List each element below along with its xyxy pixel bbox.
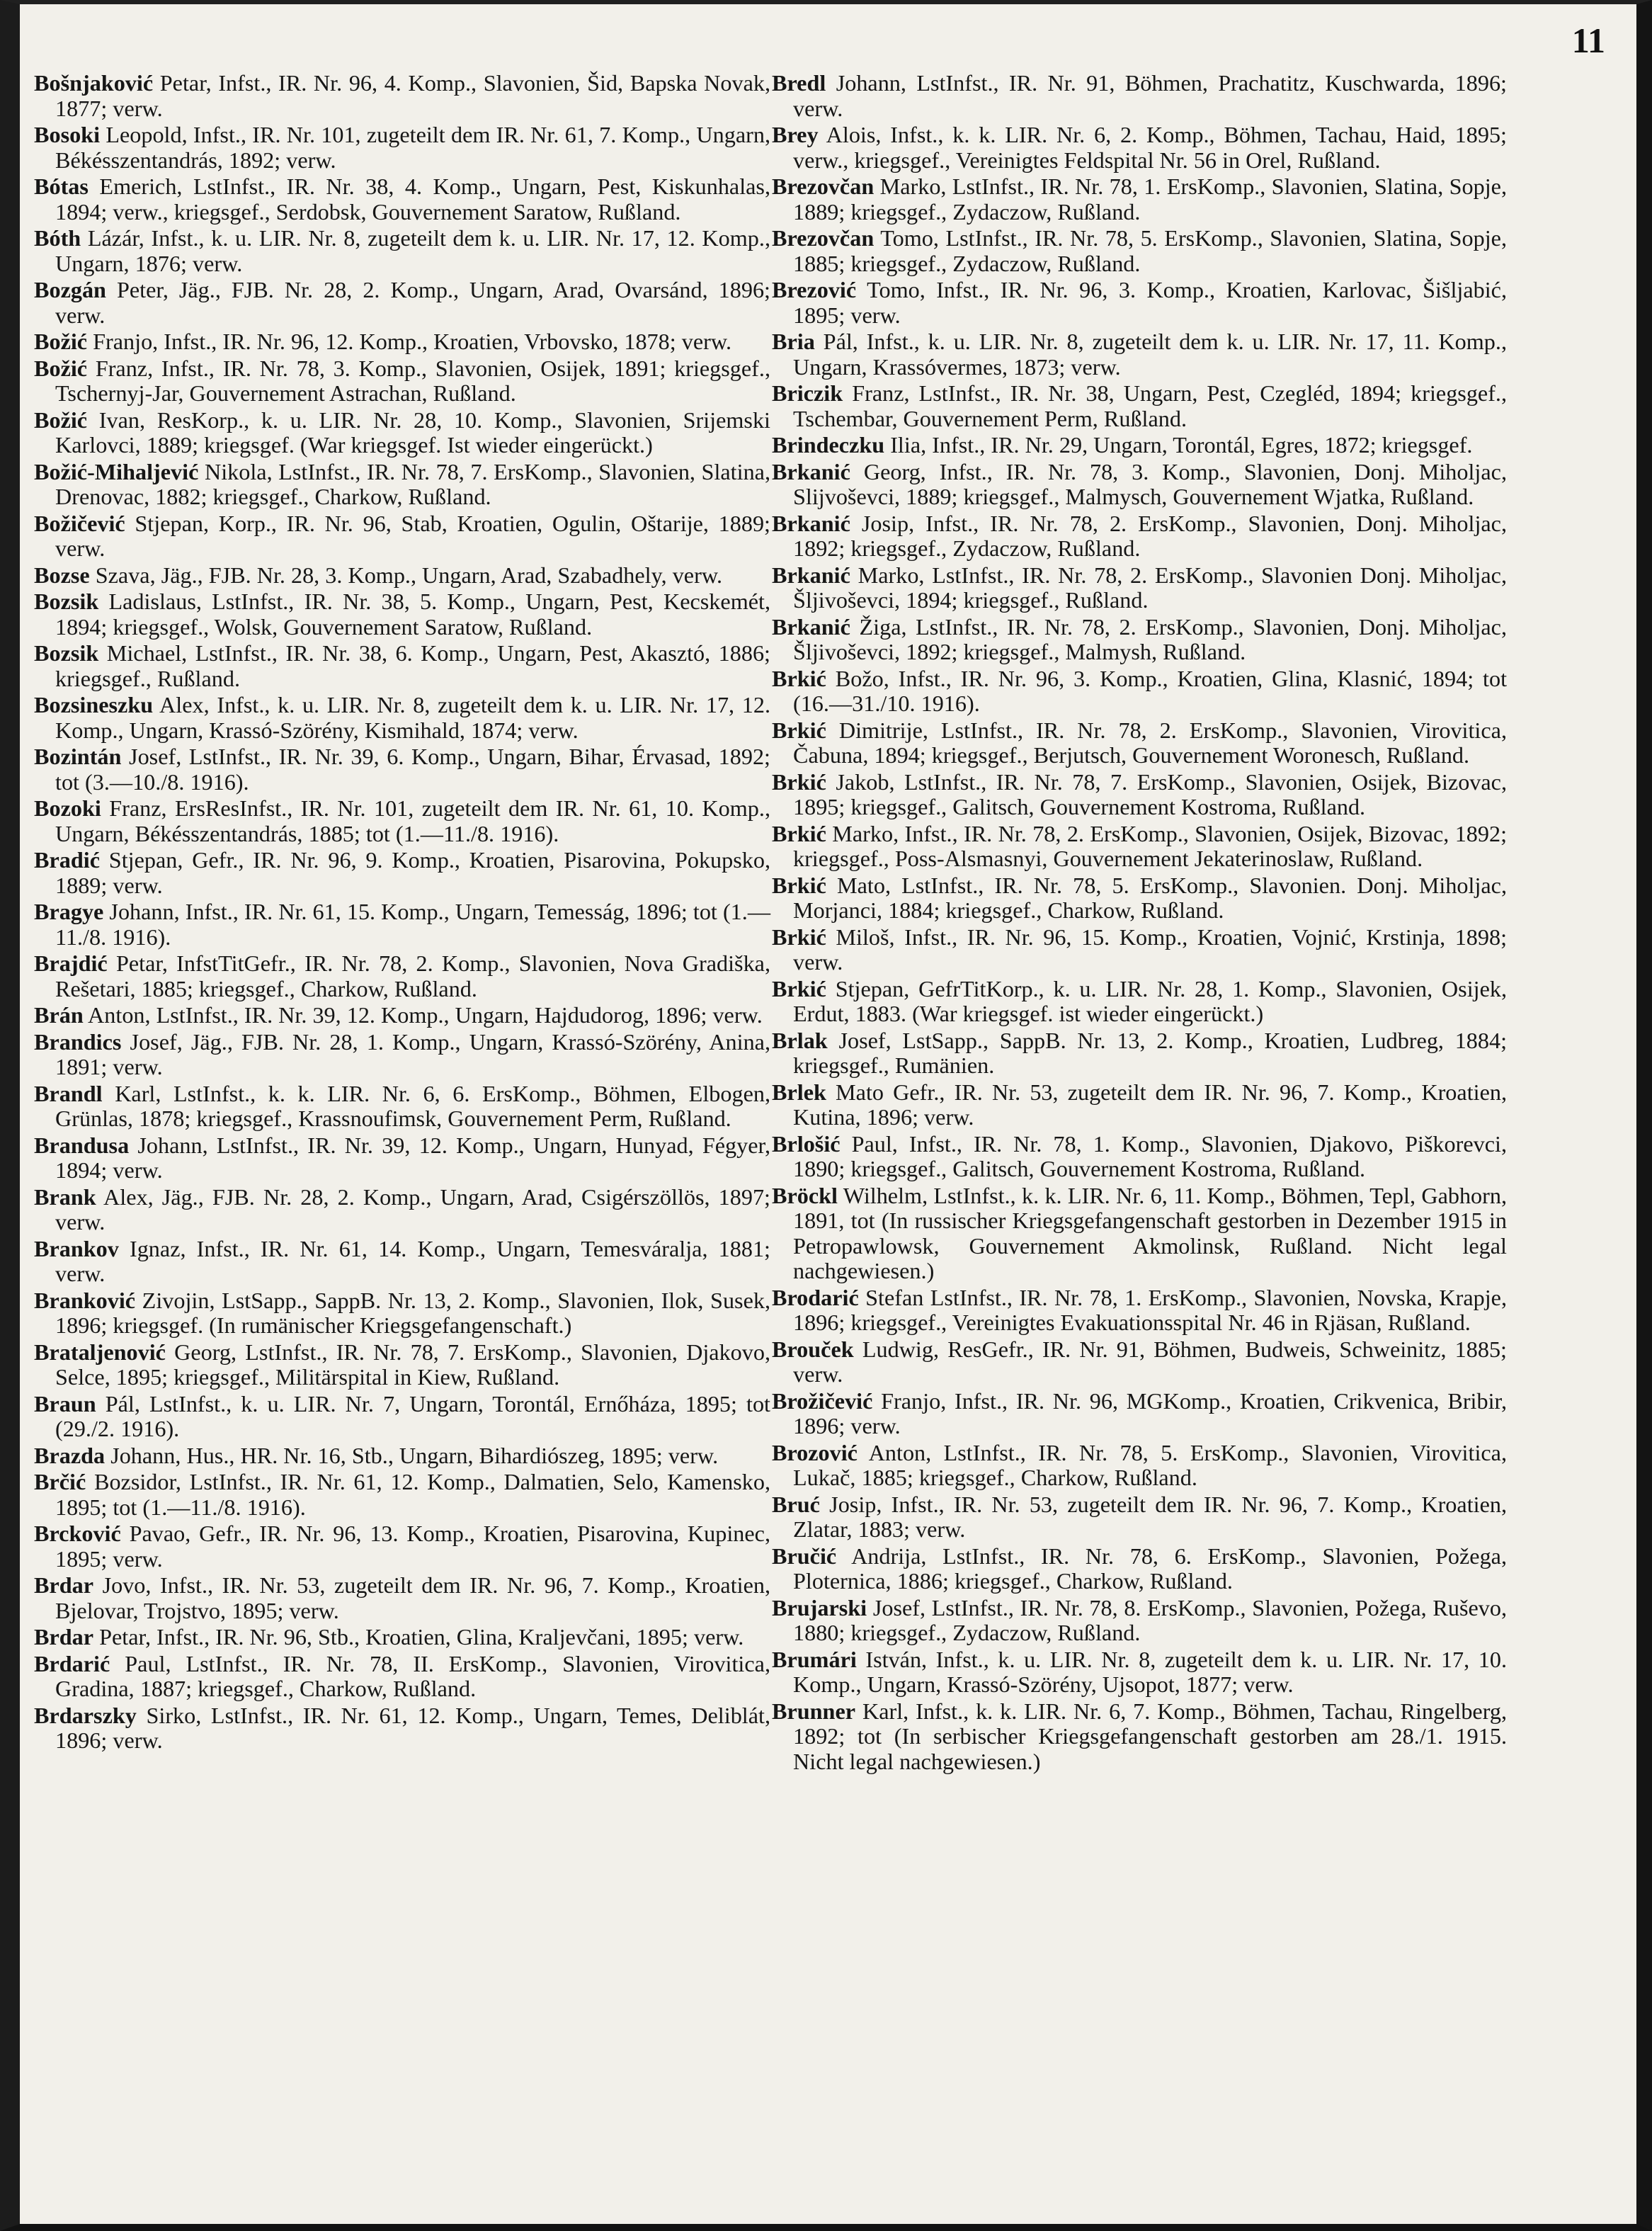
entry-surname: Brdarić	[34, 1650, 110, 1676]
entry-surname: Bozgán	[34, 277, 106, 302]
entry-details: Pavao, Gefr., IR. Nr. 96, 13. Komp., Kroatien, Pisarovina, Kupinec, 1895; verw.	[55, 1521, 771, 1572]
entry-details: Josip, Infst., IR. Nr. 53, zugeteilt dem IR. Nr. 96, 7. Komp., Kroatien, Zlatar, 1883; verw.	[793, 1491, 1508, 1542]
register-entry	[34, 329, 770, 355]
register-entry	[772, 770, 1507, 820]
entry-surname: Braun	[34, 1390, 96, 1417]
entry-surname: Bozsineszku	[34, 692, 154, 717]
entry-surname: Bručić	[772, 1543, 837, 1569]
entry-details: Franz, ErsResInfst., IR. Nr. 101, zugeteilt dem IR. Nr. 61, 10. Komp., Ungarn, Békésszentandrás, 1885; tot (1.—11./8. 1916).	[55, 795, 770, 846]
entry-surname: Brandusa	[34, 1132, 130, 1158]
entry-surname: Bótas	[34, 174, 89, 199]
register-entry	[34, 951, 770, 1001]
entry-details: Petar, Infst., IR. Nr. 96, Stb., Kroatien, Glina, Kraljevčani, 1895; verw.	[99, 1624, 744, 1650]
entry-surname: Brlek	[772, 1079, 826, 1105]
entry-details: Stefan LstInfst., IR. Nr. 78, 1. ErsKomp., Slavonien, Novska, Krapje, 1896; kriegsgef., Vereinigtes Evakuationsspital Nr. 46 in Rjäsan, Rußland.	[793, 1284, 1507, 1335]
entry-details: Peter, Jäg., FJB. Nr. 28, 2. Komp., Ungarn, Arad, Ovarsánd, 1896; verw.	[55, 277, 770, 328]
entry-surname: Brkanić	[772, 562, 850, 588]
register-entry	[772, 1492, 1507, 1543]
entry-details: Pál, Infst., k. u. LIR. Nr. 8, zugeteilt dem k. u. LIR. Nr. 17, 11. Komp., Ungarn, Krassóvermes, 1873; verw.	[793, 329, 1507, 380]
entry-details: Ladislaus, LstInfst., IR. Nr. 38, 5. Komp., Ungarn, Pest, Kecskemét, 1894; kriegsgef., Wolsk, Gouvernement Saratow, Rußland.	[55, 589, 771, 640]
entry-details: Ivan, ResKorp., k. u. LIR. Nr. 28, 10. Komp., Slavonien, Srijemski Karlovci, 1889; kriegsgef. (War kriegsgef. Ist wieder eingerückt.)	[55, 407, 770, 458]
register-entry	[34, 641, 770, 691]
entry-surname: Brán	[34, 1002, 84, 1028]
entry-surname: Brindeczku	[772, 432, 885, 458]
register-entry	[34, 693, 770, 743]
register-entry	[772, 822, 1507, 872]
entry-surname: Bragye	[34, 899, 104, 924]
register-entry	[34, 1082, 770, 1132]
register-entry	[772, 615, 1507, 665]
entry-surname: Bozoki	[34, 795, 101, 821]
entry-details: Marko, LstInfst., IR. Nr. 78, 1. ErsKomp., Slavonien, Slatina, Sopje, 1889; kriegsgef., Zydaczow, Rußland.	[793, 174, 1508, 225]
register-entry	[772, 1647, 1507, 1698]
entry-surname: Bóth	[34, 225, 81, 251]
register-entry	[772, 718, 1507, 768]
entry-details: Mato Gefr., IR. Nr. 53, zugeteilt dem IR. Nr. 96, 7. Komp., Kroatien, Kutina, 1896; verw.	[793, 1079, 1508, 1130]
entry-surname: Božičević	[34, 510, 125, 536]
register-entry	[772, 226, 1507, 276]
entry-details: Karl, Infst., k. k. LIR. Nr. 6, 7. Komp., Böhmen, Tachau, Ringelberg, 1892; tot (In serbischer Kriegsgefangenschaft gestorben am 28./1. 1915. Nicht legal nachgewiesen.)	[793, 1698, 1507, 1774]
register-entry	[34, 226, 770, 276]
entry-surname: Brkić	[772, 665, 826, 691]
entry-surname: Bozse	[34, 562, 90, 588]
entry-details: Michael, LstInfst., IR. Nr. 38, 6. Komp., Ungarn, Pest, Akasztó, 1886; kriegsgef., Rußland.	[55, 640, 770, 691]
entry-details: Anton, LstInfst., IR. Nr. 39, 12. Komp., Ungarn, Hajdudorog, 1896; verw.	[88, 1002, 763, 1028]
register-entry	[34, 1003, 770, 1028]
register-entry	[34, 1392, 770, 1442]
register-entry	[34, 174, 770, 225]
entry-details: Paul, LstInfst., IR. Nr. 78, II. ErsKomp., Slavonien, Virovitica, Gradina, 1887; kriegsgef., Charkow, Rußland.	[55, 1650, 770, 1701]
register-entry	[772, 1028, 1507, 1079]
register-entry	[34, 563, 770, 589]
entry-details: Žiga, LstInfst., IR. Nr. 78, 2. ErsKomp., Slavonien, Donj. Miholjac, Šljivoševci, 1892; kriegsgef., Malmysh, Rußland.	[793, 613, 1507, 664]
entry-surname: Brandl	[34, 1080, 103, 1106]
entry-details: Jakob, LstInfst., IR. Nr. 78, 7. ErsKomp., Slavonien, Osijek, Bizovac, 1895; kriegsgef., Galitsch, Gouvernement Kostroma, Rußland.	[793, 768, 1508, 819]
register-entry	[772, 1080, 1507, 1130]
entry-details: Emerich, LstInfst., IR. Nr. 38, 4. Komp., Ungarn, Pest, Kiskunhalas, 1894; verw., kriegsgef., Serdobsk, Gouvernement Saratow, Rußland.	[55, 174, 770, 225]
page-number: 11	[1571, 21, 1605, 60]
entry-details: Szava, Jäg., FJB. Nr. 28, 3. Komp., Ungarn, Arad, Szabadhely, verw.	[95, 562, 723, 588]
entry-surname: Brožičević	[772, 1387, 873, 1414]
entry-details: Miloš, Infst., IR. Nr. 96, 15. Komp., Kroatien, Vojnić, Krstinja, 1898; verw.	[793, 924, 1508, 975]
entry-surname: Brkić	[772, 717, 826, 743]
register-entry	[34, 899, 770, 950]
entry-surname: Bröckl	[772, 1182, 838, 1208]
entry-surname: Bria	[772, 329, 815, 354]
entry-details: Stjepan, GefrTitKorp., k. u. LIR. Nr. 28, 1. Komp., Slavonien, Osijek, Erdut, 1883. (War kriegsgef. ist wieder eingerückt.)	[793, 975, 1508, 1026]
entry-details: Franz, LstInfst., IR. Nr. 38, Ungarn, Pest, Czegléd, 1894; kriegsgef., Tschembar, Gouvernement Perm, Rußland.	[793, 380, 1508, 431]
register-entry	[34, 408, 770, 458]
entry-surname: Brazda	[34, 1442, 106, 1468]
right-column	[772, 71, 1507, 1776]
register-entry	[772, 1389, 1507, 1439]
entry-details: Josef, LstInfst., IR. Nr. 78, 8. ErsKomp., Slavonien, Požega, Ruševo, 1880; kriegsgef., Zydaczow, Rußland.	[793, 1594, 1508, 1645]
register-entry	[772, 174, 1507, 225]
entry-details: Johann, Infst., IR. Nr. 61, 15. Komp., Ungarn, Temesság, 1896; tot (1.—11./8. 1916).	[55, 899, 771, 950]
entry-details: Georg, Infst., IR. Nr. 78, 3. Komp., Slavonien, Donj. Miholjac, Slijvoševci, 1889; kriegsgef., Malmysch, Gouvernement Wjatka, Rußland.	[793, 458, 1507, 509]
entry-details: Stjepan, Gefr., IR. Nr. 96, 9. Komp., Kroatien, Pisarovina, Pokupsko, 1889; verw.	[55, 847, 770, 898]
entry-surname: Brkić	[772, 768, 826, 795]
register-entry	[772, 381, 1507, 431]
entry-surname: Brezović	[772, 277, 857, 302]
register-entry	[34, 1652, 770, 1702]
entry-details: Alex, Infst., k. u. LIR. Nr. 8, zugeteilt dem k. u. LIR. Nr. 17, 12. Komp., Ungarn, Krassó-Szörény, Kismihald, 1874; verw.	[55, 692, 771, 743]
register-entry	[772, 71, 1507, 121]
entry-details: Paul, Infst., IR. Nr. 78, 1. Komp., Slavonien, Djakovo, Piškorevci, 1890; kriegsgef., Galitsch, Gouvernement Kostroma, Rußland.	[793, 1130, 1507, 1181]
register-entry	[34, 1133, 770, 1183]
register-entry	[34, 589, 770, 640]
register-entry	[34, 1340, 770, 1390]
entry-details: Alex, Jäg., FJB. Nr. 28, 2. Komp., Ungarn, Arad, Csigérszöllös, 1897; verw.	[55, 1183, 770, 1234]
register-entry	[772, 1183, 1507, 1284]
entry-details: Petar, InfstTitGefr., IR. Nr. 78, 2. Komp., Slavonien, Nova Gradiška, Rešetari, 1885; kriegsgef., Charkow, Rußland.	[55, 950, 770, 1001]
entry-surname: Brdar	[34, 1572, 94, 1598]
entry-details: Lázár, Infst., k. u. LIR. Nr. 8, zugeteilt dem k. u. LIR. Nr. 17, 12. Komp., Ungarn, 1876; verw.	[55, 225, 770, 276]
entry-details: Johann, LstInfst., IR. Nr. 39, 12. Komp., Ungarn, Hunyad, Fégyer, 1894; verw.	[55, 1132, 770, 1183]
entry-surname: Brezovčan	[772, 225, 875, 251]
entry-details: Ludwig, ResGefr., IR. Nr. 91, Böhmen, Budweis, Schweinitz, 1885; verw.	[793, 1336, 1507, 1387]
register-entry	[34, 1521, 770, 1572]
register-entry	[34, 356, 770, 407]
register-entry	[772, 977, 1507, 1027]
entry-details: Petar, Infst., IR. Nr. 96, 4. Komp., Slavonien, Šid, Bapska Novak, 1877; verw.	[55, 70, 771, 121]
register-entry	[34, 1625, 770, 1650]
entry-details: Josip, Infst., IR. Nr. 78, 2. ErsKomp., Slavonien, Donj. Miholjac, 1892; kriegsgef., Zydaczow, Rußland.	[793, 510, 1508, 561]
register-entry	[34, 71, 770, 121]
register-entry	[772, 1337, 1507, 1387]
register-entry	[34, 1185, 770, 1235]
register-entry	[34, 511, 770, 562]
entry-details: Tomo, Infst., IR. Nr. 96, 3. Komp., Kroatien, Karlovac, Šišljabić, 1895; verw.	[793, 277, 1507, 328]
entry-surname: Bredl	[772, 70, 826, 96]
entry-surname: Brouček	[772, 1336, 854, 1362]
entry-surname: Branković	[34, 1287, 136, 1313]
entry-surname: Brkanić	[772, 613, 850, 640]
entry-surname: Brkić	[772, 820, 826, 846]
entry-details: Pál, LstInfst., k. u. LIR. Nr. 7, Ungarn, Torontál, Ernőháza, 1895; tot (29./2. 1916).	[55, 1390, 770, 1441]
entry-surname: Brank	[34, 1183, 96, 1210]
entry-details: Nikola, LstInfst., IR. Nr. 78, 7. ErsKomp., Slavonien, Slatina, Drenovac, 1882; kriegsgef., Charkow, Rußland.	[55, 458, 770, 509]
register-entry	[772, 1285, 1507, 1336]
register-entry	[772, 1544, 1507, 1594]
register-entry	[772, 1441, 1507, 1491]
entry-details: Alois, Infst., k. k. LIR. Nr. 6, 2. Komp., Böhmen, Tachau, Haid, 1895; verw., kriegsgef., Vereinigtes Feldspital Nr. 56 in Orel, Rußland.	[793, 122, 1507, 173]
register-entry	[772, 563, 1507, 613]
entry-surname: Brajdić	[34, 950, 108, 976]
register-entry	[772, 460, 1507, 510]
register-entry	[34, 1288, 770, 1339]
entry-details: Zivojin, LstSapp., SappB. Nr. 13, 2. Komp., Slavonien, Ilok, Susek, 1896; kriegsgef. (In rumänischer Kriegsgefangenschaft.)	[55, 1287, 771, 1338]
entry-details: Franjo, Infst., IR. Nr. 96, 12. Komp., Kroatien, Vrbovsko, 1878; verw.	[93, 329, 732, 354]
entry-details: Josef, LstInfst., IR. Nr. 39, 6. Komp., Ungarn, Bihar, Érvasad, 1892; tot (3.—10./8. 1916).	[55, 744, 770, 795]
register-entry	[772, 666, 1507, 717]
register-entry	[772, 123, 1507, 173]
entry-details: Marko, Infst., IR. Nr. 78, 2. ErsKomp., Slavonien, Osijek, Bizovac, 1892; kriegsgef., Poss-Alsmasnyi, Gouvernement Jekaterinoslaw, Rußland.	[793, 820, 1508, 871]
entry-surname: Brunner	[772, 1698, 856, 1724]
entry-details: Dimitrije, LstInfst., IR. Nr. 78, 2. ErsKomp., Slavonien, Virovitica, Čabuna, 1894; kriegsgef., Berjutsch, Gouvernement Woronesch, Rußland.	[793, 717, 1507, 768]
register-entry	[772, 925, 1507, 975]
register-entry	[772, 1132, 1507, 1182]
entry-details: Franz, Infst., IR. Nr. 78, 3. Komp., Slavonien, Osijek, 1891; kriegsgef., Tschernyj-Jar, Gouvernement Astrachan, Rußland.	[55, 355, 770, 406]
register-entry	[34, 123, 770, 173]
entry-surname: Brcković	[34, 1521, 121, 1546]
entry-details: Josef, LstSapp., SappB. Nr. 13, 2. Komp., Kroatien, Ludbreg, 1884; kriegsgef., Rumänien.	[793, 1027, 1508, 1078]
register-entry	[34, 1703, 770, 1754]
entry-details: Ilia, Infst., IR. Nr. 29, Ungarn, Torontál, Egres, 1872; kriegsgef.	[890, 432, 1473, 458]
entry-details: Marko, LstInfst., IR. Nr. 78, 2. ErsKomp., Slavonien Donj. Miholjac, Šljivoševci, 1894; kriegsgef., Rußland.	[793, 562, 1507, 613]
register-entry	[772, 1596, 1507, 1646]
entry-surname: Brkić	[772, 872, 826, 898]
register-entry	[34, 1573, 770, 1623]
entry-surname: Brdar	[34, 1624, 94, 1650]
entry-surname: Brlošić	[772, 1130, 841, 1157]
entry-details: Karl, LstInfst., k. k. LIR. Nr. 6, 6. ErsKomp., Böhmen, Elbogen, Grünlas, 1878; kriegsgef., Krassnoufimsk, Gouvernement Perm, Rußland.	[55, 1080, 770, 1131]
entry-details: István, Infst., k. u. LIR. Nr. 8, zugeteilt dem k. u. LIR. Nr. 17, 10. Komp., Ungarn, Krassó-Szörény, Ujsopot, 1877; verw.	[793, 1646, 1508, 1697]
entry-surname: Brlak	[772, 1027, 828, 1053]
register-entry	[772, 1699, 1507, 1775]
entry-surname: Bozsik	[34, 640, 99, 666]
entry-surname: Brčić	[34, 1469, 86, 1494]
register-entry	[34, 278, 770, 328]
entry-surname: Briczik	[772, 380, 843, 406]
left-column	[34, 71, 770, 1755]
entry-surname: Brezovčan	[772, 174, 875, 199]
register-entry	[34, 1030, 770, 1080]
entry-details: Franjo, Infst., IR. Nr. 96, MGKomp., Kroatien, Crikvenica, Bribir, 1896; verw.	[793, 1387, 1507, 1438]
register-entry	[34, 460, 770, 510]
entry-surname: Božić	[34, 407, 88, 433]
register-entry	[34, 1237, 770, 1287]
entry-details: Johann, Hus., HR. Nr. 16, Stb., Ungarn, Bihardiószeg, 1895; verw.	[110, 1442, 719, 1468]
entry-details: Johann, LstInfst., IR. Nr. 91, Böhmen, Prachatitz, Kuschwarda, 1896; verw.	[793, 70, 1507, 121]
entry-surname: Brandics	[34, 1028, 122, 1055]
entry-details: Bozsidor, LstInfst., IR. Nr. 61, 12. Komp., Dalmatien, Selo, Kamensko, 1895; tot (1.—11./8. 1916).	[55, 1469, 771, 1520]
entry-surname: Brkić	[772, 975, 826, 1001]
entry-surname: Brodarić	[772, 1284, 859, 1310]
entry-details: Tomo, LstInfst., IR. Nr. 78, 5. ErsKomp., Slavonien, Slatina, Sopje, 1885; kriegsgef., Zydaczow, Rußland.	[793, 225, 1508, 276]
entry-surname: Bošnjaković	[34, 70, 154, 96]
entry-details: Andrija, LstInfst., IR. Nr. 78, 6. ErsKomp., Slavonien, Požega, Ploternica, 1886; kriegsgef., Charkow, Rußland.	[793, 1543, 1507, 1594]
entry-surname: Bosoki	[34, 122, 101, 147]
entry-surname: Bruć	[772, 1491, 820, 1517]
entry-details: Anton, LstInfst., IR. Nr. 78, 5. ErsKomp., Slavonien, Virovitica, Lukač, 1885; kriegsgef., Charkow, Rußland.	[793, 1439, 1508, 1490]
register-entry	[772, 511, 1507, 562]
entry-surname: Bradić	[34, 847, 100, 873]
entry-surname: Brankov	[34, 1235, 119, 1261]
register-entry	[34, 848, 770, 898]
entry-surname: Brumári	[772, 1646, 857, 1672]
entry-surname: Božić-Mihaljević	[34, 458, 199, 484]
entry-surname: Brujarski	[772, 1594, 867, 1620]
entry-surname: Bozintán	[34, 744, 122, 769]
entry-surname: Brkanić	[772, 510, 850, 536]
entry-details: Josef, Jäg., FJB. Nr. 28, 1. Komp., Ungarn, Krassó-Szörény, Anina, 1891; verw.	[55, 1028, 770, 1079]
entry-details: Leopold, Infst., IR. Nr. 101, zugeteilt dem IR. Nr. 61, 7. Komp., Ungarn, Békésszentandrás, 1892; verw.	[55, 122, 771, 173]
entry-surname: Brozović	[772, 1439, 858, 1465]
entry-surname: Bratalјenović	[34, 1339, 166, 1365]
register-entry	[34, 744, 770, 795]
entry-surname: Brey	[772, 122, 819, 147]
entry-details: Ignaz, Infst., IR. Nr. 61, 14. Komp., Ungarn, Temesváralja, 1881; verw.	[55, 1235, 770, 1286]
entry-surname: Brdarszky	[34, 1702, 137, 1728]
register-entry	[772, 433, 1507, 458]
entry-details: Mato, LstInfst., IR. Nr. 78, 5. ErsKomp., Slavonien. Donj. Miholjac, Morjanci, 1884; kriegsgef., Charkow, Rußland.	[793, 872, 1508, 923]
register-entry	[772, 329, 1507, 380]
register-entry	[34, 1470, 770, 1520]
entry-surname: Bozsik	[34, 589, 99, 614]
entry-details: Georg, LstInfst., IR. Nr. 78, 7. ErsKomp., Slavonien, Djakovo, Selce, 1895; kriegsgef., Militärspital in Kiew, Rußland.	[55, 1339, 770, 1390]
entry-details: Božo, Infst., IR. Nr. 96, 3. Komp., Kroatien, Glina, Klasnić, 1894; tot (16.—31./10. 1916).	[793, 665, 1508, 716]
register-entry	[772, 278, 1507, 328]
entry-surname: Božić	[34, 329, 88, 354]
entry-surname: Brkanić	[772, 458, 850, 484]
entry-details: Jovo, Infst., IR. Nr. 53, zugeteilt dem IR. Nr. 96, 7. Komp., Kroatien, Bjelovar, Trojstvo, 1895; verw.	[55, 1572, 771, 1623]
register-entry	[34, 1443, 770, 1469]
entry-details: Stjepan, Korp., IR. Nr. 96, Stab, Kroatien, Ogulin, Oštarije, 1889; verw.	[55, 510, 770, 561]
entry-surname: Brkić	[772, 924, 826, 950]
entry-details: Sirko, LstInfst., IR. Nr. 61, 12. Komp., Ungarn, Temes, Deliblát, 1896; verw.	[55, 1702, 771, 1753]
entry-surname: Božić	[34, 355, 88, 381]
register-entry	[34, 796, 770, 846]
entry-details: Wilhelm, LstInfst., k. k. LIR. Nr. 6, 11. Komp., Böhmen, Tepl, Gabhorn, 1891, tot (In russischer Kriegsgefangenschaft gestorben in Dezember 1915 in Petropawlowsk, Gouvernement Akmolinsk, Rußland. Nicht legal nachgewiesen.)	[793, 1182, 1507, 1283]
register-entry	[772, 873, 1507, 924]
